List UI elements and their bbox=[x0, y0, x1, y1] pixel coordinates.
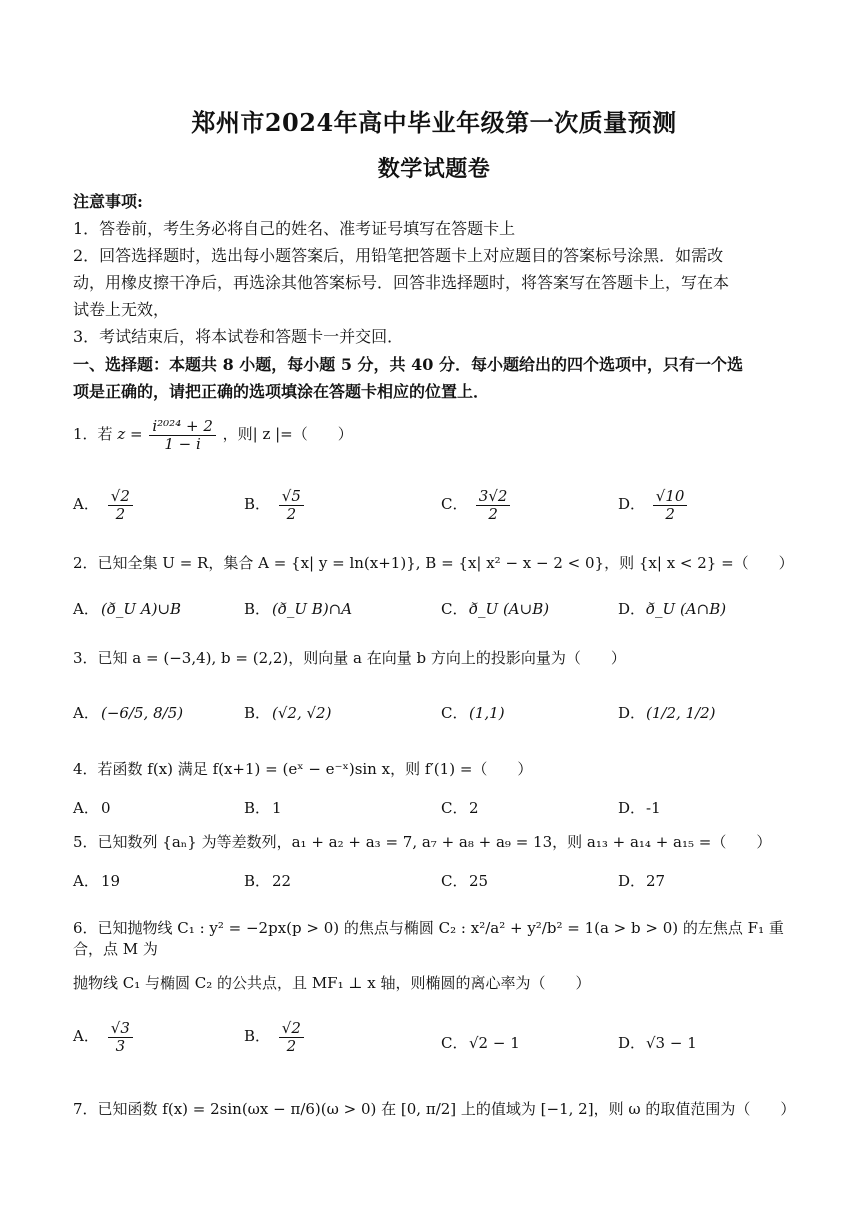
option-text: (√2, √2) bbox=[272, 704, 332, 722]
question-3: 3．已知 a = (−3,4), b = (2,2)，则向量 a 在向量 b 方向上的投影向量为（ ） bbox=[73, 649, 626, 667]
option-text: 2 bbox=[469, 799, 479, 817]
option-text: ð_U (A∩B) bbox=[646, 600, 727, 618]
question-6: 6．已知抛物线 C₁ : y² = −2px(p > 0) 的焦点与椭圆 C₂ : x²/a² + y²/b² = 1(a > b > 0) 的左焦点 F₁ 重合，点 M 为 bbox=[73, 919, 784, 958]
option-label: B． bbox=[244, 872, 271, 890]
option-b[interactable] bbox=[244, 702, 331, 723]
option-c[interactable] bbox=[441, 1032, 520, 1053]
option-label: D． bbox=[618, 872, 646, 890]
fraction-numerator: i²⁰²⁴ + 2 bbox=[149, 418, 216, 436]
option-d[interactable] bbox=[618, 488, 689, 522]
fraction bbox=[149, 418, 216, 452]
option-c[interactable] bbox=[441, 797, 479, 818]
option-c[interactable] bbox=[441, 870, 488, 891]
fraction-denominator: 2 bbox=[665, 504, 675, 523]
fraction-denominator: 2 bbox=[286, 1036, 297, 1055]
option-d[interactable] bbox=[618, 1032, 697, 1053]
option-label: A． bbox=[73, 495, 99, 513]
question-2: 2．已知全集 U = R，集合 A = {x| y = ln(x+1)}, B = {x| x² − x − 2 < 0}，则 {x| x < 2} =（ ） bbox=[73, 554, 794, 572]
option-label: D． bbox=[618, 704, 646, 722]
option-label: D． bbox=[618, 495, 646, 513]
option-label: A． bbox=[73, 704, 99, 722]
question-7: 7．已知函数 f(x) = 2sin(ωx − π/6)(ω > 0) 在 [0, π/2] 上的值域为 [−1, 2]，则 ω 的取值范围为（ ） bbox=[73, 1100, 796, 1118]
option-label: D． bbox=[618, 600, 646, 618]
fraction-denominator: 2 bbox=[286, 504, 297, 523]
option-text: (ð_U A)∪B bbox=[101, 600, 182, 618]
fraction bbox=[653, 488, 688, 522]
fraction-numerator: √2 bbox=[279, 1020, 304, 1038]
question-4: 4．若函数 f(x) 满足 f(x+1) = (eˣ − e⁻ˣ)sin x，则 f′(1) =（ ） bbox=[73, 760, 533, 778]
option-c[interactable] bbox=[441, 488, 512, 522]
option-b[interactable] bbox=[244, 797, 282, 818]
option-text: 22 bbox=[272, 872, 292, 890]
question-1 bbox=[73, 418, 813, 452]
question-tail: ，则| z |=（ ） bbox=[222, 425, 353, 443]
option-d[interactable] bbox=[618, 598, 726, 619]
option-a[interactable] bbox=[73, 797, 111, 818]
option-text: -1 bbox=[646, 799, 661, 817]
option-label: C． bbox=[441, 704, 468, 722]
option-label: A． bbox=[73, 600, 99, 618]
fraction-numerator: √3 bbox=[108, 1020, 133, 1038]
option-a[interactable] bbox=[73, 488, 135, 522]
exam-subtitle: 数学试题卷 bbox=[377, 156, 491, 182]
option-label: B． bbox=[244, 799, 271, 817]
option-label: B． bbox=[244, 1027, 271, 1045]
notice-heading: 注意事项: bbox=[73, 192, 143, 211]
option-label: C． bbox=[441, 495, 468, 513]
option-b[interactable] bbox=[244, 598, 352, 619]
option-label: A． bbox=[73, 1027, 99, 1045]
fraction-denominator: 2 bbox=[488, 504, 498, 523]
notice-item: 试卷上无效， bbox=[73, 300, 170, 319]
option-label: B． bbox=[244, 704, 271, 722]
fraction-denominator: 2 bbox=[115, 504, 126, 523]
option-text: (ð_U B)∩A bbox=[272, 600, 353, 618]
option-label: B． bbox=[244, 600, 271, 618]
option-label: D． bbox=[618, 1034, 646, 1052]
option-label: C． bbox=[441, 600, 468, 618]
notice-item: 3．考试结束后，将本试卷和答题卡一并交回． bbox=[73, 327, 404, 346]
option-a[interactable] bbox=[73, 870, 120, 891]
option-label: C． bbox=[441, 872, 468, 890]
question-math: z = bbox=[117, 425, 143, 443]
option-text: √3 − 1 bbox=[646, 1034, 697, 1052]
option-d[interactable] bbox=[618, 797, 661, 818]
fraction-numerator: √2 bbox=[108, 488, 133, 506]
option-d[interactable] bbox=[618, 702, 716, 723]
option-text: √2 − 1 bbox=[469, 1034, 520, 1052]
option-c[interactable] bbox=[441, 598, 549, 619]
fraction-numerator: √10 bbox=[653, 488, 688, 506]
fraction-denominator: 1 − i bbox=[164, 434, 201, 453]
question-5: 5．已知数列 {aₙ} 为等差数列，a₁ + a₂ + a₃ = 7, a₇ + a₈ + a₉ = 13，则 a₁₃ + a₁₄ + a₁₅ =（ ） bbox=[73, 833, 772, 851]
option-label: A． bbox=[73, 872, 99, 890]
option-b[interactable] bbox=[244, 488, 306, 522]
fraction-numerator: 3√2 bbox=[476, 488, 511, 506]
fraction bbox=[108, 1020, 133, 1054]
notice-item: 2．回答选择题时，选出每小题答案后，用铅笔把答题卡上对应题目的答案标号涂黑．如需改 bbox=[73, 246, 724, 265]
option-text: 25 bbox=[469, 872, 489, 890]
fraction bbox=[108, 488, 133, 522]
exam-title: 郑州市2024年高中毕业年级第一次质量预测 bbox=[191, 108, 677, 137]
option-text: 0 bbox=[101, 799, 111, 817]
notice-item: 动，用橡皮擦干净后，再选涂其他答案标号．回答非选择题时，将答案写在答题卡上，写在本 bbox=[73, 273, 730, 292]
fraction-denominator: 3 bbox=[115, 1036, 126, 1055]
option-d[interactable] bbox=[618, 870, 665, 891]
question-number: 1．若 bbox=[73, 425, 113, 443]
notice-item: 1．答卷前，考生务必将自己的姓名、准考证号填写在答题卡上 bbox=[73, 219, 516, 238]
option-label: B． bbox=[244, 495, 271, 513]
option-label: D． bbox=[618, 799, 646, 817]
fraction bbox=[279, 1020, 304, 1054]
section-heading: 一、选择题：本题共 8 小题，每小题 5 分，共 40 分．每小题给出的四个选项中，只有一个选 bbox=[73, 355, 743, 374]
option-a[interactable] bbox=[73, 702, 183, 723]
option-label: C． bbox=[441, 799, 468, 817]
section-heading-cont: 项是正确的，请把正确的选项填涂在答题卡相应的位置上． bbox=[73, 382, 490, 401]
option-label: A． bbox=[73, 799, 99, 817]
option-c[interactable] bbox=[441, 702, 505, 723]
option-text: 1 bbox=[272, 799, 282, 817]
fraction bbox=[279, 488, 304, 522]
fraction bbox=[476, 488, 511, 522]
option-b[interactable] bbox=[244, 1020, 306, 1054]
option-text: 19 bbox=[101, 872, 121, 890]
option-text: ð_U (A∪B) bbox=[469, 600, 550, 618]
option-text: (1,1) bbox=[469, 704, 505, 722]
option-label: C． bbox=[441, 1034, 468, 1052]
option-a[interactable] bbox=[73, 598, 181, 619]
question-6-cont: 抛物线 C₁ 与椭圆 C₂ 的公共点，且 MF₁ ⊥ x 轴，则椭圆的离心率为（ ） bbox=[73, 974, 591, 992]
option-text: (1/2, 1/2) bbox=[646, 704, 716, 722]
option-text: 27 bbox=[646, 872, 666, 890]
option-a[interactable] bbox=[73, 1020, 135, 1054]
fraction-numerator: √5 bbox=[279, 488, 304, 506]
option-text: (−6/5, 8/5) bbox=[101, 704, 184, 722]
option-b[interactable] bbox=[244, 870, 291, 891]
